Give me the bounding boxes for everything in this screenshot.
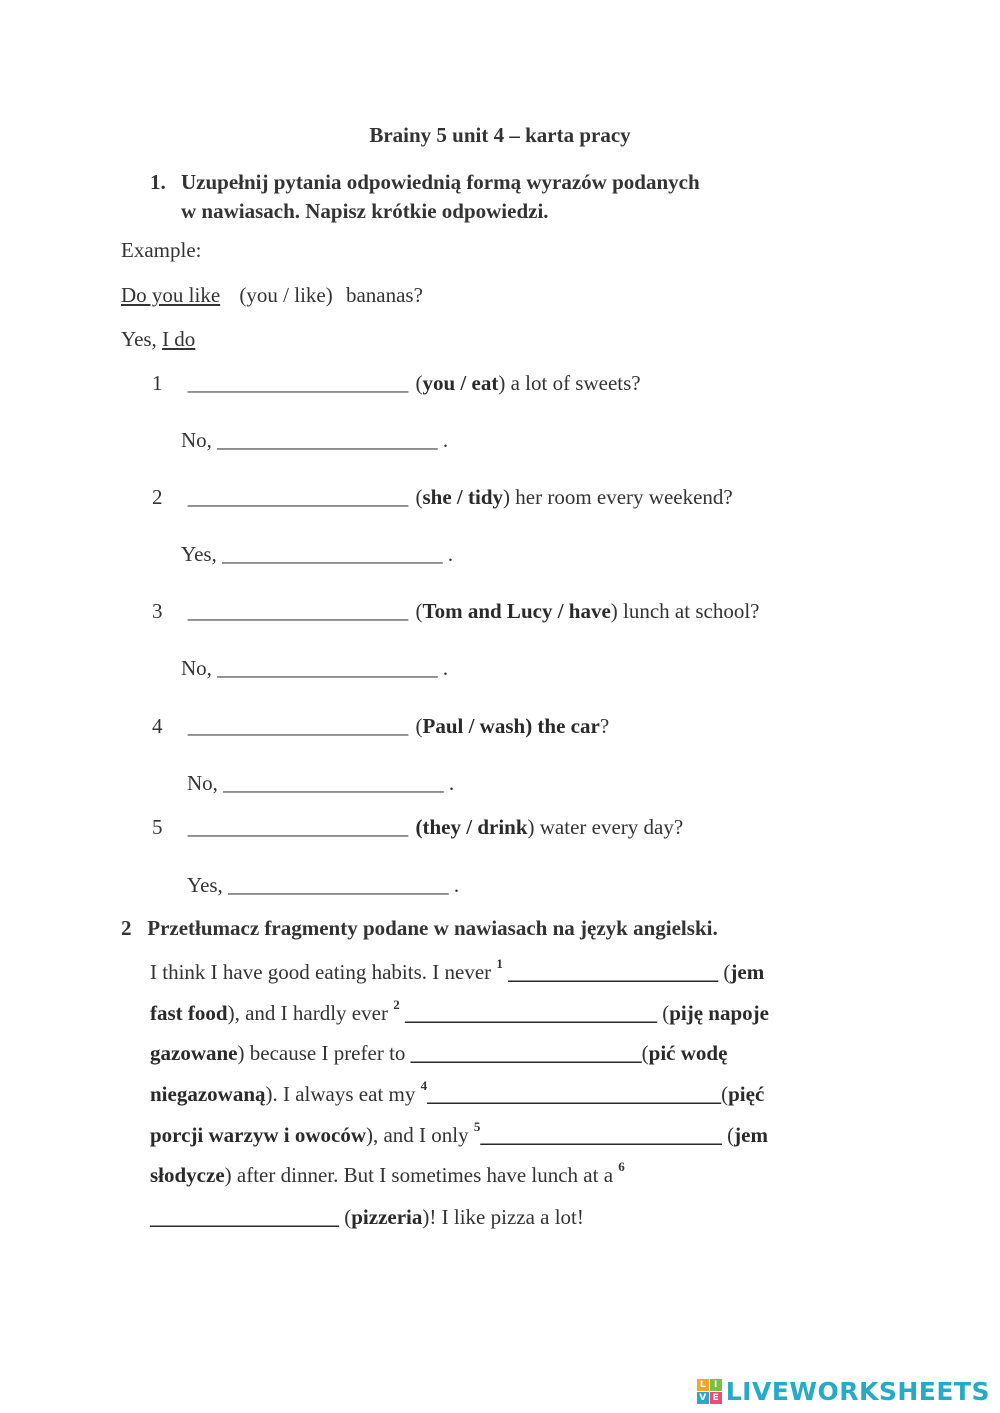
question-number: 4 <box>152 714 163 738</box>
task2-line-5 <box>150 1119 870 1147</box>
reply-4 <box>187 773 454 794</box>
task2-text: ), and I only <box>365 1123 474 1147</box>
reply-prefix: No, <box>181 428 212 452</box>
example-rest: bananas? <box>345 283 423 307</box>
task2-text: ), and I hardly ever <box>227 1001 394 1025</box>
answer-blank[interactable]: _____________________ <box>187 599 409 623</box>
reply-5 <box>187 875 459 896</box>
hint-bold: jem <box>730 960 765 984</box>
prompt-bold: Tom and Lucy / have <box>422 599 611 623</box>
hint-bold: pięć <box>728 1082 765 1106</box>
question-2 <box>152 487 733 508</box>
prompt-close: ) <box>610 599 618 623</box>
gap-number: 5 <box>473 1119 481 1134</box>
reply-end: . <box>442 428 449 452</box>
example-short-value: I do <box>162 327 196 351</box>
paren: ( <box>641 1041 649 1065</box>
gap-2-blank[interactable]: ________________________ <box>399 1001 663 1025</box>
hint-bold: słodycze <box>150 1163 225 1187</box>
prompt-open: ( <box>415 371 423 395</box>
question-4 <box>152 716 609 737</box>
logo-mark-tile: L <box>697 1379 709 1391</box>
paren: ( <box>727 1123 735 1147</box>
question-1 <box>152 373 641 394</box>
reply-3 <box>181 658 448 679</box>
reply-blank[interactable]: _____________________ <box>217 428 438 452</box>
reply-prefix: Yes, <box>187 873 223 897</box>
question-number: 5 <box>152 815 163 839</box>
example-label: Example: <box>121 238 202 262</box>
reply-prefix: No, <box>181 656 212 680</box>
hint-bold: piję napoje <box>669 1001 769 1025</box>
paren: ( <box>721 1082 729 1106</box>
hint-bold: pić wodę <box>648 1041 728 1065</box>
example-prompt: (you / like) <box>239 283 333 307</box>
task1-instructions <box>150 168 850 226</box>
hint-bold: porcji warzyw i owoców <box>150 1123 366 1147</box>
question-number: 1 <box>152 371 163 395</box>
prompt-bold: you / eat <box>422 371 499 395</box>
task1-line1: Uzupełnij pytania odpowiednią formą wyrazów podanych <box>181 170 700 194</box>
logo-mark-tile: E <box>710 1392 722 1404</box>
prompt-close: ) <box>527 815 535 839</box>
hint-bold: fast food <box>150 1001 228 1025</box>
hint-bold: gazowane <box>150 1041 238 1065</box>
reply-end: . <box>453 873 460 897</box>
reply-prefix: Yes, <box>181 542 217 566</box>
reply-blank[interactable]: _____________________ <box>217 656 438 680</box>
prompt-open: ( <box>415 599 423 623</box>
worksheet-title: Brainy 5 unit 4 – karta pracy <box>369 123 631 147</box>
gap-1-blank[interactable]: ____________________ <box>502 960 724 984</box>
question-3 <box>152 601 760 622</box>
reply-prefix: No, <box>187 771 218 795</box>
question-5 <box>152 817 683 838</box>
question-rest: a lot of sweets? <box>505 371 641 395</box>
reply-2 <box>181 544 453 565</box>
task2-text: ) after dinner. But I sometimes have lunch at a <box>224 1163 619 1187</box>
paren: ( <box>339 1205 352 1229</box>
prompt-close: ) <box>503 485 511 509</box>
gap-3-blank[interactable]: ______________________ <box>410 1041 642 1065</box>
reply-end: . <box>448 771 455 795</box>
example-short-prefix: Yes, <box>121 327 157 351</box>
question-number: 2 <box>152 485 163 509</box>
gap-6-blank[interactable]: __________________ <box>150 1205 339 1229</box>
logo-text: LIVEWORKSHEETS <box>725 1376 990 1406</box>
liveworksheets-logo[interactable] <box>697 1378 990 1404</box>
question-rest: her room every weekend? <box>510 485 733 509</box>
reply-1 <box>181 430 448 451</box>
reply-blank[interactable]: _____________________ <box>222 542 443 566</box>
gap-number: 2 <box>393 997 400 1012</box>
task2-text: ). I always eat my <box>265 1082 421 1106</box>
prompt-bold: she / tidy <box>422 485 504 509</box>
task1-number: 1. <box>150 170 166 194</box>
reply-end: . <box>442 656 449 680</box>
reply-end: . <box>447 542 454 566</box>
question-number: 3 <box>152 599 163 623</box>
prompt-bold: (they / drink <box>415 815 528 839</box>
example-question <box>121 285 423 306</box>
hint-bold: niegazowaną <box>150 1082 266 1106</box>
task2-line-2 <box>150 997 870 1025</box>
task2-line-1 <box>150 956 870 984</box>
task2-heading: 2 Przetłumacz fragmenty podane w nawiasach na język angielski. <box>121 916 718 940</box>
task2-text: )! I like pizza a lot! <box>422 1205 584 1229</box>
example-answer: Do you like <box>121 283 221 307</box>
reply-blank[interactable]: _____________________ <box>223 771 444 795</box>
answer-blank[interactable]: _____________________ <box>187 815 409 839</box>
question-rest: lunch at school? <box>617 599 760 623</box>
logo-mark-icon <box>697 1379 722 1404</box>
paren: ( <box>662 1001 670 1025</box>
prompt-open: ( <box>415 714 423 738</box>
gap-4-blank[interactable]: ____________________________ <box>427 1082 722 1106</box>
reply-blank[interactable]: _____________________ <box>228 873 449 897</box>
task2-line-7 <box>150 1207 870 1228</box>
gap-number: 4 <box>420 1078 428 1093</box>
hint-bold: pizzeria <box>351 1205 423 1229</box>
task2-text: ) because I prefer to <box>237 1041 411 1065</box>
gap-number: 6 <box>618 1159 625 1174</box>
task2-line-6 <box>150 1159 870 1187</box>
task2-line-4 <box>150 1078 870 1106</box>
logo-mark-tile: I <box>710 1379 722 1391</box>
hint-bold: jem <box>734 1123 768 1147</box>
task1-line2: w nawiasach. Napisz krótkie odpowiedzi. <box>181 199 549 223</box>
paren: ( <box>723 960 731 984</box>
answer-blank[interactable]: _____________________ <box>187 371 409 395</box>
gap-5-blank[interactable]: _______________________ <box>480 1123 728 1147</box>
answer-blank[interactable]: _____________________ <box>187 485 409 509</box>
gap-number: 1 <box>496 956 503 971</box>
task2-text: I think I have good eating habits. I never <box>150 960 497 984</box>
prompt-bold: Paul / wash) the car <box>422 714 600 738</box>
prompt-close: ) <box>498 371 506 395</box>
answer-blank[interactable]: _____________________ <box>187 714 409 738</box>
prompt-open: ( <box>415 485 423 509</box>
question-rest: water every day? <box>534 815 684 839</box>
example-short-answer <box>121 329 195 350</box>
logo-mark-tile: V <box>697 1392 709 1404</box>
question-rest: ? <box>599 714 610 738</box>
task2-line-3 <box>150 1043 870 1064</box>
